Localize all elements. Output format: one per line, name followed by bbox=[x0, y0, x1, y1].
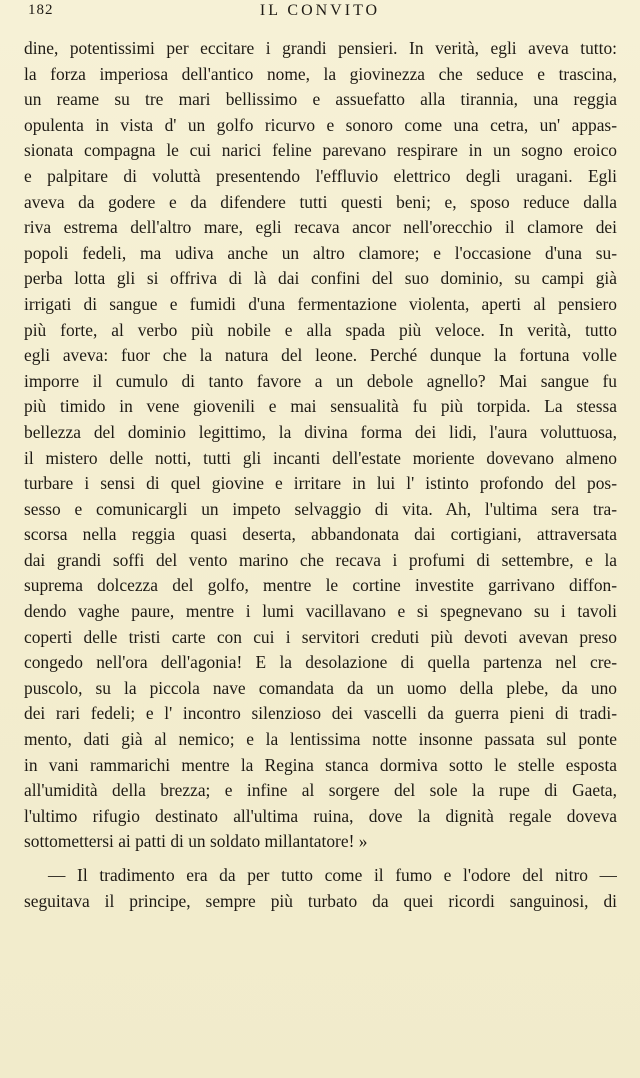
text-line: perba lotta gli si offriva di là dai confini del suo dominio, su campi già bbox=[24, 268, 617, 289]
text-line: irrigati di sangue e fumidi d'una fermentazione violenta, aperti al pensiero bbox=[24, 293, 617, 314]
text-line: egli aveva: fuor che la natura del leone. Perché dunque la fortuna volle bbox=[24, 345, 617, 366]
text-line: suprema dolcezza del golfo, mentre le cortine investite garrivano diffon- bbox=[24, 575, 617, 596]
text-line: il mistero delle notti, tutti gli incanti dell'estate moriente dovevano almeno bbox=[24, 447, 617, 468]
text-line: all'umidità della brezza; e infine al sorgere del sole la rupe di Gaeta, bbox=[24, 780, 617, 801]
paragraph-1 bbox=[24, 36, 617, 855]
paragraph-2 bbox=[24, 863, 617, 914]
text-line: — Il tradimento era da per tutto come il fumo e l'odore del nitro — bbox=[48, 865, 617, 885]
text-line: scorsa nella reggia quasi deserta, abbandonata dai cortigiani, attraversata bbox=[24, 524, 617, 545]
text-line: popoli fedeli, ma udiva anche un altro clamore; e l'occasione d'una su- bbox=[24, 242, 617, 263]
text-line: sottomettersi ai patti di un soldato millantatore! » bbox=[24, 831, 368, 852]
text-line: in vani rammarichi mentre la Regina stanca dormiva sotto le stelle esposta bbox=[24, 754, 617, 775]
text-line: dendo vaghe paure, mentre i lumi vacillavano e si spegnevano su i tavoli bbox=[24, 601, 617, 622]
text-line: più forte, al verbo più nobile e alla spada più veloce. In verità, tutto bbox=[24, 319, 617, 340]
text-line: turbare i sensi di quel giovine e irritare in lui l' istinto profondo del pos- bbox=[24, 473, 617, 494]
text-line: bellezza del dominio legittimo, la divina forma dei lidi, l'aura voluttuosa, bbox=[24, 421, 617, 442]
text-line: la forza imperiosa dell'antico nome, la giovinezza che seduce e trascina, bbox=[24, 63, 617, 84]
text-line: coperti delle tristi carte con cui i servitori creduti più devoti avevan preso bbox=[24, 626, 617, 647]
text-line: dine, potentissimi per eccitare i grandi pensieri. In verità, egli aveva tutto: bbox=[24, 38, 617, 58]
text-line: congedo nell'ora dell'agonia! E la desolazione di quella partenza nel cre- bbox=[24, 652, 617, 673]
text-line: aveva da godere e da difendere tutti questi beni; e, sposo reduce dalla bbox=[24, 191, 617, 212]
text-line: imporre il cumulo di tanto favore a un debole agnello? Mai sangue fu bbox=[24, 370, 617, 391]
paragraph-gap bbox=[24, 855, 617, 863]
text-line: sesso e comunicargli un impeto selvaggio di vita. Ah, l'ultima sera tra- bbox=[24, 498, 617, 519]
text-line: sionata compagna le cui narici feline parevano respirare in un sogno eroico bbox=[24, 140, 617, 161]
text-line: dei rari fedeli; e l' incontro silenzioso dei vascelli da guerra pieni di tradi- bbox=[24, 703, 617, 724]
text-line: l'ultimo rifugio destinato all'ultima ruina, dove la dignità regale doveva bbox=[24, 805, 617, 826]
text-line: dai grandi soffi del vento marino che recava i profumi di settembre, e la bbox=[24, 549, 617, 570]
page-header bbox=[28, 2, 612, 26]
text-line: più timido in vene giovenili e mai sensualità fu più torpida. La stessa bbox=[24, 396, 617, 417]
text-line: un reame su tre mari bellissimo e assuefatto alla tirannia, una reggia bbox=[24, 89, 617, 110]
text-line: riva estrema dell'altro mare, egli recava ancor nell'orecchio il clamore dei bbox=[24, 217, 617, 238]
text-line: puscolo, su la piccola nave comandata da un uomo della plebe, da uno bbox=[24, 677, 617, 698]
text-line: opulenta in vista d' un golfo ricurvo e sonoro come una cetra, un' appas- bbox=[24, 114, 617, 135]
text-line: e palpitare di voluttà presentendo l'effluvio elettrico degli uragani. Egli bbox=[24, 165, 617, 186]
page-number: 182 bbox=[28, 2, 54, 18]
text-line: seguitava il principe, sempre più turbato da quei ricordi sanguinosi, di bbox=[24, 890, 617, 911]
running-title: IL CONVITO bbox=[259, 2, 381, 19]
text-line: mento, dati già al nemico; e la lentissima notte insonne passata sul ponte bbox=[24, 729, 617, 750]
body-text bbox=[24, 36, 617, 914]
